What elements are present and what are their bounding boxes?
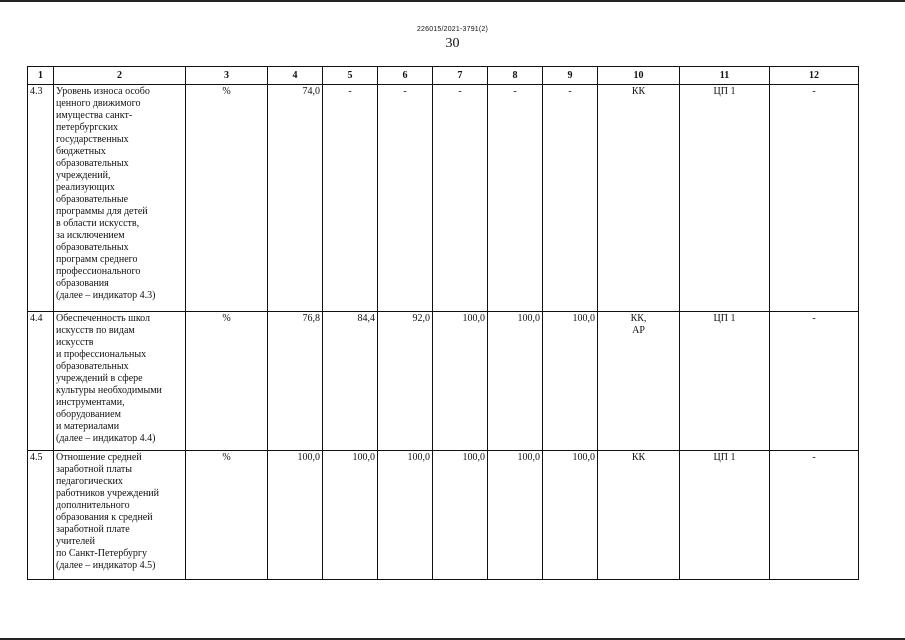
value-cell: 100,0 [543,451,598,580]
document-number: 226015/2021-3791(2) [416,26,489,33]
value-cell: 74,0 [268,85,323,312]
goal-cell: ЦП 1 [680,312,770,451]
column-header: 7 [433,67,488,85]
column-header: 4 [268,67,323,85]
note-cell: - [770,451,859,580]
value-cell: - [323,85,378,312]
value-cell: 92,0 [378,312,433,451]
value-cell: - [488,85,543,312]
value-cell: 76,8 [268,312,323,451]
column-header: 9 [543,67,598,85]
value-cell: 84,4 [323,312,378,451]
value-cell: 100,0 [268,451,323,580]
scan-edge-top [0,0,905,2]
value-cell: 100,0 [378,451,433,580]
indicator-description: Уровень износа особо ценного движимого имущества санкт- петербургских государственных бюджетных образовательных учреждений, реализующих образовательные программы для детей в области искусств, за исключением образовательных программ среднего профессионального образования (далее – индикатор 4.3) [54,85,186,312]
value-cell: - [543,85,598,312]
table-row [28,451,859,580]
table-row [28,312,859,451]
column-header: 2 [54,67,186,85]
unit-cell: % [186,312,268,451]
row-number: 4.3 [28,85,54,312]
column-header: 11 [680,67,770,85]
note-cell: - [770,85,859,312]
indicator-description: Отношение средней заработной платы педагогических работников учреждений дополнительного образования к средней заработной плате учителей по Санкт-Петербургу (далее – индикатор 4.5) [54,451,186,580]
table-header-row [28,67,859,85]
indicators-table [27,66,859,580]
value-cell: 100,0 [488,451,543,580]
indicator-description: Обеспеченность школ искусств по видам искусств и профессиональных образовательных учреждений в сфере культуры необходимыми инструментами, оборудованием и материалами (далее – индикатор 4.4) [54,312,186,451]
column-header: 3 [186,67,268,85]
column-header: 5 [323,67,378,85]
value-cell: 100,0 [543,312,598,451]
source-cell: КК [598,451,680,580]
value-cell: 100,0 [488,312,543,451]
column-header: 8 [488,67,543,85]
source-cell: КК, АР [598,312,680,451]
row-number: 4.5 [28,451,54,580]
goal-cell: ЦП 1 [680,451,770,580]
unit-cell: % [186,451,268,580]
column-header: 6 [378,67,433,85]
column-header: 10 [598,67,680,85]
source-cell: КК [598,85,680,312]
value-cell: 100,0 [433,312,488,451]
value-cell: - [433,85,488,312]
table-row [28,85,859,312]
page-number: 30 [445,36,460,51]
column-header: 12 [770,67,859,85]
unit-cell: % [186,85,268,312]
row-number: 4.4 [28,312,54,451]
value-cell: 100,0 [323,451,378,580]
goal-cell: ЦП 1 [680,85,770,312]
note-cell: - [770,312,859,451]
column-header: 1 [28,67,54,85]
value-cell: - [378,85,433,312]
value-cell: 100,0 [433,451,488,580]
